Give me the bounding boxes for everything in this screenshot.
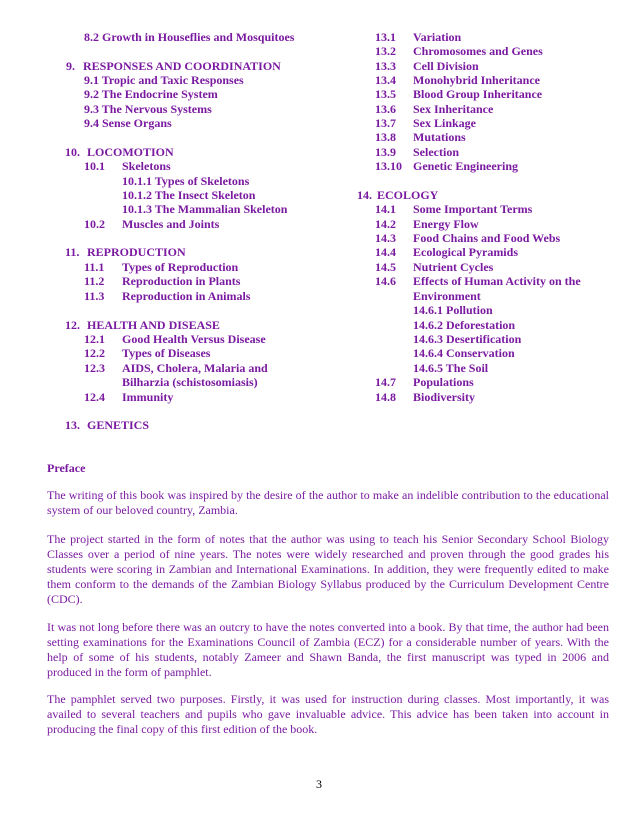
toc-entry-title: Environment: [413, 289, 481, 303]
toc-entry-title: 9.4 Sense Organs: [84, 116, 172, 130]
toc-entry-title: 14.6.4 Conservation: [413, 346, 515, 360]
toc-entry-title: 9.2 The Endocrine System: [84, 87, 218, 101]
toc-entry-title: Chromosomes and Genes: [413, 44, 543, 58]
preface-paragraph-3: It was not long before there was an outcry to have the notes converted into a book. By that time, the author had been setting examinations for the Examinations Council of Zambia (ECZ) for a considerable number of years. With the help of some of his students, notably Zameer and Shawn Banda, the first manuscript was typed in 2006 and produced in the form of pamphlet.: [47, 620, 609, 679]
preface-heading: Preface: [47, 461, 86, 475]
toc-entry-title: Populations: [413, 375, 474, 389]
toc-entry-title: Genetic Engineering: [413, 159, 518, 173]
toc-entry-number: 9.: [66, 59, 75, 73]
toc-entry-title: Food Chains and Food Webs: [413, 231, 561, 245]
toc-entry-title: Bilharzia (schistosomiasis): [122, 375, 258, 389]
toc-entry-title: Mutations: [413, 130, 466, 144]
toc-entry-title: Types of Reproduction: [122, 260, 239, 274]
toc-entry-number: 10.1: [84, 159, 105, 173]
toc-entry-title: 9.1 Tropic and Taxic Responses: [84, 73, 244, 87]
toc-entry-title: Biodiversity: [413, 390, 475, 404]
toc-entry-number: 11.2: [84, 274, 105, 288]
page-number: 3: [316, 777, 322, 791]
toc-entry-title: GENETICS: [87, 418, 150, 432]
toc-entry-title: 14.6.2 Deforestation: [413, 318, 516, 332]
toc-entry-number: 14.5: [375, 260, 396, 274]
toc-entry-title: Sex Linkage: [413, 116, 477, 130]
preface-paragraph-1: The writing of this book was inspired by the desire of the author to make an indelible contribution to the educational system of our beloved country, Zambia.: [47, 488, 609, 517]
toc-entry-number: 11.1: [84, 260, 105, 274]
toc-entry-title: Skeletons: [122, 159, 171, 173]
toc-entry-title: Immunity: [122, 390, 174, 404]
toc-entry-title: Good Health Versus Disease: [122, 332, 266, 346]
toc-entry-number: 12.3: [84, 361, 105, 375]
toc-entry-title: Ecological Pyramids: [413, 245, 518, 259]
toc-entry-title: ECOLOGY: [377, 188, 439, 202]
toc-entry-number: 13.3: [375, 59, 396, 73]
toc-entry-number: 14.8: [375, 390, 396, 404]
toc-entry-number: 12.: [65, 318, 80, 332]
toc-entry-number: 13.10: [375, 159, 402, 173]
toc-entry-title: RESPONSES AND COORDINATION: [83, 59, 281, 73]
toc-entry-number: 13.: [65, 418, 80, 432]
toc-entry-title: Blood Group Inheritance: [413, 87, 543, 101]
toc-entry-number: 14.: [357, 188, 372, 202]
toc-entry-number: 14.3: [375, 231, 396, 245]
toc-entry-title: Muscles and Joints: [122, 217, 220, 231]
toc-entry-title: Cell Division: [413, 59, 479, 73]
toc-entry-number: 13.1: [375, 30, 396, 44]
toc-entry-number: 12.4: [84, 390, 105, 404]
toc-entry-title: Some Important Terms: [413, 202, 533, 216]
toc-entry-title: Nutrient Cycles: [413, 260, 494, 274]
toc-entry-number: 13.2: [375, 44, 396, 58]
toc-entry-number: 12.2: [84, 346, 105, 360]
toc-entry-title: Monohybrid Inheritance: [413, 73, 541, 87]
toc-entry-title: AIDS, Cholera, Malaria and: [122, 361, 268, 375]
toc-entry-title: Energy Flow: [413, 217, 479, 231]
toc-entry-title: 14.6.1 Pollution: [413, 303, 493, 317]
toc-entry-number: 11.: [65, 245, 80, 259]
toc-entry-number: 14.2: [375, 217, 396, 231]
toc-entry-title: 10.1.1 Types of Skeletons: [122, 174, 250, 188]
toc-entry-title: Effects of Human Activity on the: [413, 274, 581, 288]
toc-entry-title: Types of Diseases: [122, 346, 211, 360]
toc-entry-title: HEALTH AND DISEASE: [87, 318, 220, 332]
toc-entry-title: Reproduction in Animals: [122, 289, 251, 303]
toc-entry-number: 13.9: [375, 145, 396, 159]
toc-entry-number: 14.7: [375, 375, 396, 389]
toc-entry-number: 14.6: [375, 274, 396, 288]
toc-entry-title: 10.1.2 The Insect Skeleton: [122, 188, 256, 202]
toc-entry-number: 10.2: [84, 217, 105, 231]
toc-entry-title: Reproduction in Plants: [122, 274, 241, 288]
toc-entry-title: 14.6.3 Desertification: [413, 332, 522, 346]
preface-paragraph-4: The pamphlet served two purposes. Firstly, it was used for instruction during classes. Most importantly, it was availed to several teachers and pupils who gave invaluable advice. This advice has been taken into account in producing the final copy of this first edition of the book.: [47, 692, 609, 736]
toc-entry-number: 13.6: [375, 102, 396, 116]
toc-entry-number: 14.4: [375, 245, 396, 259]
toc-entry-title: REPRODUCTION: [87, 245, 186, 259]
toc-entry-title: 14.6.5 The Soil: [413, 361, 489, 375]
toc-entry-title: Sex Inheritance: [413, 102, 494, 116]
toc-entry-title: 9.3 The Nervous Systems: [84, 102, 212, 116]
toc-entry-title: 10.1.3 The Mammalian Skeleton: [122, 202, 288, 216]
toc-entry-number: 10.: [65, 145, 80, 159]
toc-entry-number: 13.5: [375, 87, 396, 101]
toc-entry-number: 13.7: [375, 116, 396, 130]
preface-paragraph-2: The project started in the form of notes that the author was using to teach his Senior Secondary School Biology Classes over a period of nine years. The notes were widely researched and proven through the good grades his students were scoring in Zambian and International Examinations. In addition, they were frequently edited to make them conform to the demands of the Zambian Biology Syllabus produced by the Curriculum Development Centre (CDC).: [47, 532, 609, 606]
toc-entry-number: 12.1: [84, 332, 105, 346]
toc-entry-number: 13.4: [375, 73, 396, 87]
toc-entry-title: Variation: [413, 30, 462, 44]
toc-entry-title: Selection: [413, 145, 459, 159]
toc-entry-title: 8.2 Growth in Houseflies and Mosquitoes: [84, 30, 295, 44]
toc-entry-number: 14.1: [375, 202, 396, 216]
toc-entry-number: 13.8: [375, 130, 396, 144]
toc-entry-title: LOCOMOTION: [87, 145, 174, 159]
toc-entry-number: 11.3: [84, 289, 105, 303]
